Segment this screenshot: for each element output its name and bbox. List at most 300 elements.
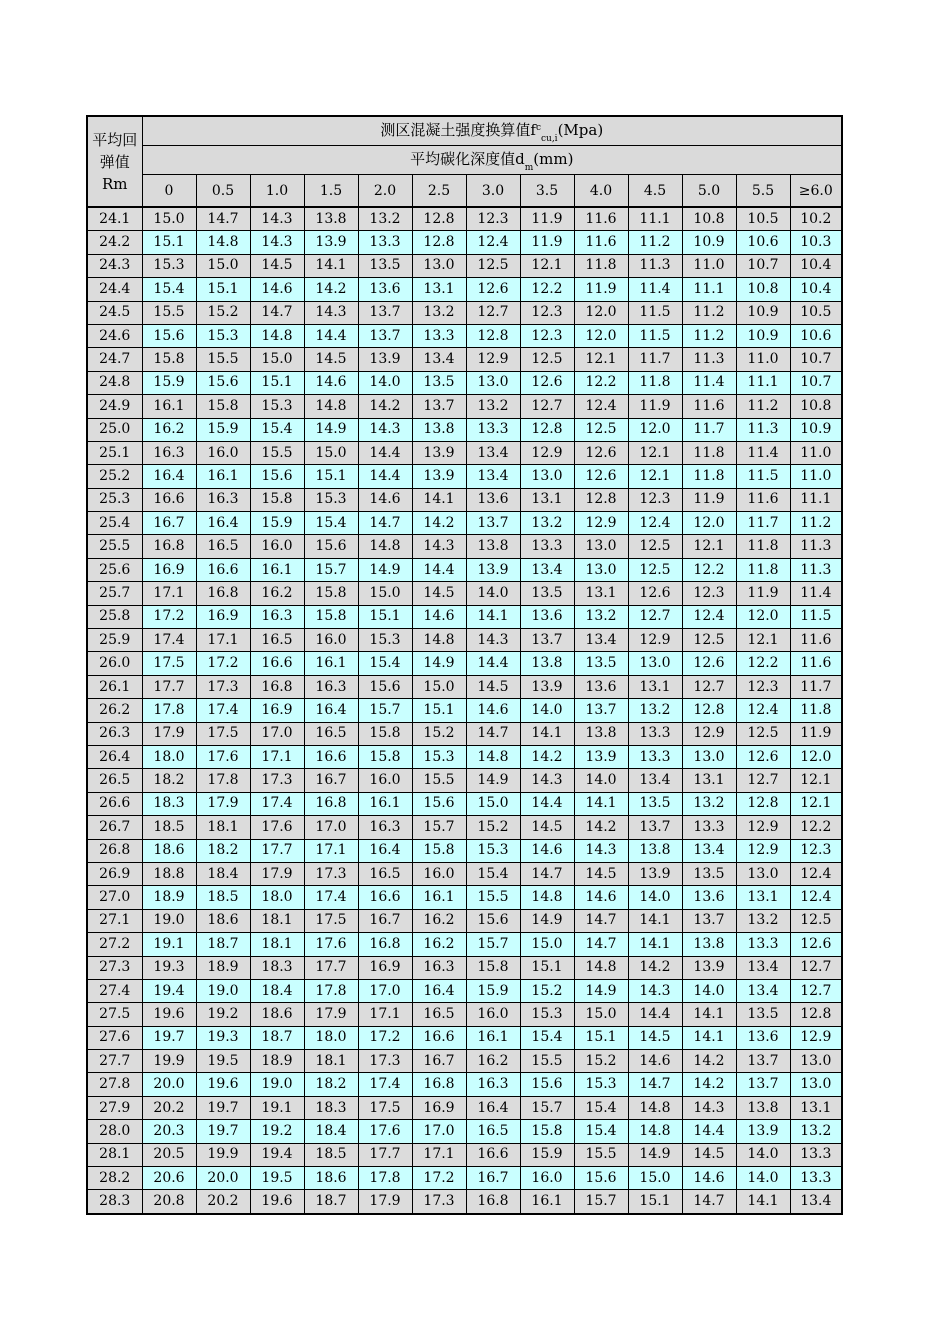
strength-value-cell: 14.8 [574,956,628,979]
strength-value-cell: 14.4 [682,1120,736,1143]
strength-value-cell: 15.0 [574,1003,628,1026]
strength-value-cell: 14.3 [250,231,304,254]
table-row [87,1120,842,1143]
strength-value-cell: 12.5 [574,418,628,441]
strength-value-cell: 19.2 [250,1120,304,1143]
strength-value-cell: 14.5 [466,675,520,698]
strength-value-cell: 18.7 [304,1190,358,1214]
strength-value-cell: 16.8 [250,675,304,698]
strength-value-cell: 14.1 [304,254,358,277]
strength-value-cell: 11.2 [628,231,682,254]
strength-value-cell: 11.2 [790,512,842,535]
strength-value-cell: 12.5 [466,254,520,277]
rebound-value-cell: 25.2 [87,465,142,488]
strength-value-cell: 14.5 [412,582,466,605]
strength-value-cell: 14.8 [466,745,520,768]
rebound-value-cell: 25.9 [87,629,142,652]
strength-value-cell: 13.8 [736,1096,790,1119]
rebound-value-cell: 24.3 [87,254,142,277]
strength-value-cell: 16.2 [412,933,466,956]
rebound-value-cell: 26.0 [87,652,142,675]
strength-value-cell: 14.5 [682,1143,736,1166]
rebound-value-cell: 24.4 [87,278,142,301]
strength-value-cell: 15.5 [142,301,196,324]
table-row [87,909,842,932]
strength-value-cell: 19.4 [142,979,196,1002]
title-main: 测区混凝土强度换算值f [380,120,536,139]
strength-value-cell: 18.9 [250,1050,304,1073]
strength-value-cell: 12.1 [682,535,736,558]
strength-value-cell: 16.4 [358,839,412,862]
strength-value-cell: 14.5 [574,862,628,885]
table-row [87,699,842,722]
strength-value-cell: 14.9 [628,1143,682,1166]
strength-value-cell: 16.6 [466,1143,520,1166]
strength-value-cell: 17.9 [250,862,304,885]
strength-value-cell: 15.0 [466,792,520,815]
strength-value-cell: 13.9 [466,558,520,581]
strength-value-cell: 11.1 [682,278,736,301]
strength-value-cell: 14.2 [628,956,682,979]
strength-value-cell: 16.7 [304,769,358,792]
strength-value-cell: 16.2 [412,909,466,932]
column-header: 4.0 [574,175,628,208]
strength-value-cell: 14.8 [520,886,574,909]
strength-value-cell: 18.6 [304,1167,358,1190]
strength-value-cell: 16.9 [142,558,196,581]
strength-value-cell: 17.5 [142,652,196,675]
strength-value-cell: 17.6 [250,816,304,839]
strength-value-cell: 17.9 [358,1190,412,1214]
strength-value-cell: 16.8 [358,933,412,956]
strength-value-cell: 18.9 [142,886,196,909]
strength-value-cell: 11.0 [736,348,790,371]
strength-value-cell: 14.0 [736,1143,790,1166]
strength-value-cell: 15.6 [196,371,250,394]
strength-value-cell: 14.1 [736,1190,790,1214]
strength-value-cell: 14.5 [520,816,574,839]
strength-value-cell: 17.5 [358,1096,412,1119]
strength-value-cell: 15.6 [412,792,466,815]
strength-value-cell: 13.0 [790,1073,842,1096]
strength-value-cell: 18.4 [196,862,250,885]
strength-value-cell: 15.4 [358,652,412,675]
strength-value-cell: 16.8 [466,1190,520,1214]
strength-value-cell: 12.0 [682,512,736,535]
strength-value-cell: 17.2 [142,605,196,628]
strength-value-cell: 13.9 [520,675,574,698]
strength-value-cell: 11.8 [574,254,628,277]
rebound-value-cell: 24.8 [87,371,142,394]
strength-value-cell: 18.6 [250,1003,304,1026]
strength-value-cell: 19.6 [250,1190,304,1214]
strength-value-cell: 15.0 [628,1167,682,1190]
strength-value-cell: 11.6 [574,207,628,231]
strength-value-cell: 11.6 [736,488,790,511]
strength-value-cell: 13.5 [574,652,628,675]
strength-value-cell: 13.2 [736,909,790,932]
strength-value-cell: 18.2 [304,1073,358,1096]
strength-value-cell: 13.0 [574,535,628,558]
strength-value-cell: 13.9 [412,465,466,488]
strength-value-cell: 16.7 [358,909,412,932]
column-header: 3.0 [466,175,520,208]
strength-value-cell: 16.4 [142,465,196,488]
strength-value-cell: 12.0 [574,301,628,324]
table-row [87,207,842,231]
strength-value-cell: 12.3 [466,207,520,231]
strength-value-cell: 14.8 [304,395,358,418]
rebound-value-cell: 27.2 [87,933,142,956]
strength-value-cell: 14.5 [304,348,358,371]
strength-value-cell: 16.3 [142,441,196,464]
strength-value-cell: 15.8 [142,348,196,371]
table-row [87,629,842,652]
strength-value-cell: 17.1 [196,629,250,652]
strength-value-cell: 15.3 [412,745,466,768]
strength-value-cell: 17.4 [142,629,196,652]
strength-value-cell: 12.2 [520,278,574,301]
strength-value-cell: 17.1 [412,1143,466,1166]
table-row [87,1096,842,1119]
strength-value-cell: 16.8 [412,1073,466,1096]
strength-value-cell: 13.8 [628,839,682,862]
strength-value-cell: 13.0 [790,1050,842,1073]
rebound-value-cell: 25.4 [87,512,142,535]
strength-value-cell: 14.8 [628,1120,682,1143]
strength-value-cell: 17.7 [250,839,304,862]
strength-value-cell: 12.1 [574,348,628,371]
strength-value-cell: 14.4 [358,441,412,464]
strength-value-cell: 13.7 [736,1050,790,1073]
table-row [87,1073,842,1096]
strength-value-cell: 10.9 [682,231,736,254]
strength-value-cell: 11.6 [790,629,842,652]
strength-value-cell: 12.3 [682,582,736,605]
strength-value-cell: 18.5 [304,1143,358,1166]
strength-value-cell: 16.1 [142,395,196,418]
rebound-value-cell: 27.9 [87,1096,142,1119]
strength-value-cell: 11.8 [628,371,682,394]
strength-value-cell: 11.3 [682,348,736,371]
strength-value-cell: 11.9 [520,231,574,254]
strength-value-cell: 19.7 [196,1120,250,1143]
strength-value-cell: 10.3 [790,231,842,254]
strength-value-cell: 16.5 [358,862,412,885]
strength-value-cell: 10.7 [790,348,842,371]
strength-value-cell: 12.9 [790,1026,842,1049]
strength-value-cell: 12.3 [736,675,790,698]
strength-value-cell: 17.9 [142,722,196,745]
strength-value-cell: 13.3 [736,933,790,956]
strength-value-cell: 18.0 [250,886,304,909]
strength-value-cell: 17.5 [196,722,250,745]
strength-value-cell: 15.8 [304,605,358,628]
strength-value-cell: 12.0 [736,605,790,628]
strength-value-cell: 17.0 [412,1120,466,1143]
strength-value-cell: 12.1 [628,465,682,488]
table-row [87,816,842,839]
table-row [87,231,842,254]
strength-value-cell: 12.5 [682,629,736,652]
strength-value-cell: 17.4 [196,699,250,722]
strength-value-cell: 14.0 [358,371,412,394]
strength-value-cell: 13.4 [736,979,790,1002]
strength-value-cell: 10.4 [790,278,842,301]
strength-value-cell: 17.2 [358,1026,412,1049]
strength-value-cell: 12.1 [790,792,842,815]
strength-value-cell: 15.8 [358,722,412,745]
strength-value-cell: 16.2 [142,418,196,441]
strength-value-cell: 15.9 [466,979,520,1002]
strength-value-cell: 14.6 [520,839,574,862]
strength-value-cell: 13.0 [574,558,628,581]
strength-value-cell: 15.1 [196,278,250,301]
rebound-value-cell: 28.1 [87,1143,142,1166]
strength-value-cell: 12.6 [574,465,628,488]
title-superscript: c [535,122,541,133]
strength-value-cell: 12.7 [520,395,574,418]
strength-value-cell: 17.7 [358,1143,412,1166]
strength-value-cell: 16.6 [196,558,250,581]
strength-value-cell: 15.1 [250,371,304,394]
strength-value-cell: 15.7 [466,933,520,956]
rebound-value-cell: 26.8 [87,839,142,862]
column-header: 4.5 [628,175,682,208]
strength-value-cell: 14.9 [304,418,358,441]
strength-value-cell: 11.5 [790,605,842,628]
strength-value-cell: 15.0 [412,675,466,698]
strength-value-cell: 15.8 [196,395,250,418]
strength-value-cell: 17.4 [358,1073,412,1096]
strength-value-cell: 14.0 [628,886,682,909]
strength-value-cell: 13.9 [736,1120,790,1143]
strength-value-cell: 15.5 [250,441,304,464]
strength-value-cell: 16.9 [250,699,304,722]
strength-value-cell: 17.0 [250,722,304,745]
strength-value-cell: 13.0 [736,862,790,885]
table-row [87,979,842,1002]
strength-value-cell: 16.3 [304,675,358,698]
strength-value-cell: 15.3 [358,629,412,652]
strength-value-cell: 14.6 [358,488,412,511]
strength-value-cell: 13.3 [682,816,736,839]
strength-value-cell: 18.9 [196,956,250,979]
strength-value-cell: 15.4 [574,1096,628,1119]
strength-value-cell: 14.3 [574,839,628,862]
strength-value-cell: 11.6 [682,395,736,418]
strength-value-cell: 14.4 [358,465,412,488]
rebound-value-cell: 27.5 [87,1003,142,1026]
strength-value-cell: 13.5 [628,792,682,815]
strength-value-cell: 15.0 [250,348,304,371]
strength-value-cell: 16.3 [466,1073,520,1096]
rebound-value-cell: 27.4 [87,979,142,1002]
table-row [87,441,842,464]
strength-value-cell: 11.7 [682,418,736,441]
column-header: 5.5 [736,175,790,208]
strength-value-cell: 11.0 [682,254,736,277]
strength-value-cell: 13.4 [790,1190,842,1214]
strength-value-cell: 11.7 [628,348,682,371]
strength-value-cell: 13.1 [790,1096,842,1119]
strength-value-cell: 15.8 [304,582,358,605]
strength-value-cell: 13.4 [412,348,466,371]
strength-value-cell: 15.1 [358,605,412,628]
column-header: 3.5 [520,175,574,208]
strength-value-cell: 16.6 [142,488,196,511]
rebound-value-cell: 24.7 [87,348,142,371]
strength-value-cell: 13.1 [628,675,682,698]
strength-value-cell: 16.3 [196,488,250,511]
rebound-value-cell: 27.3 [87,956,142,979]
strength-value-cell: 12.9 [682,722,736,745]
strength-value-cell: 13.6 [736,1026,790,1049]
strength-value-cell: 12.2 [736,652,790,675]
strength-value-cell: 20.2 [196,1190,250,1214]
table-row [87,933,842,956]
strength-value-cell: 10.2 [790,207,842,231]
strength-value-cell: 16.3 [412,956,466,979]
strength-value-cell: 15.3 [520,1003,574,1026]
column-header: 0 [142,175,196,208]
strength-value-cell: 17.1 [358,1003,412,1026]
strength-value-cell: 15.4 [142,278,196,301]
strength-value-cell: 12.1 [736,629,790,652]
strength-value-cell: 19.7 [196,1096,250,1119]
strength-value-cell: 12.9 [520,441,574,464]
strength-value-cell: 19.1 [142,933,196,956]
strength-value-cell: 11.2 [736,395,790,418]
strength-value-cell: 13.4 [466,441,520,464]
strength-value-cell: 14.6 [412,605,466,628]
strength-value-cell: 20.8 [142,1190,196,1214]
strength-value-cell: 14.0 [466,582,520,605]
strength-value-cell: 10.4 [790,254,842,277]
title-unit: (Mpa) [557,120,604,139]
column-header: ≥6.0 [790,175,842,208]
strength-value-cell: 13.8 [520,652,574,675]
strength-value-cell: 13.6 [574,675,628,698]
strength-value-cell: 16.0 [466,1003,520,1026]
strength-value-cell: 16.0 [520,1167,574,1190]
strength-value-cell: 12.8 [412,207,466,231]
strength-value-cell: 11.8 [736,535,790,558]
strength-value-cell: 13.5 [520,582,574,605]
strength-value-cell: 10.7 [736,254,790,277]
strength-value-cell: 11.5 [628,324,682,347]
strength-value-cell: 18.6 [142,839,196,862]
rebound-value-cell: 26.3 [87,722,142,745]
table-row [87,675,842,698]
rebound-value-cell: 25.0 [87,418,142,441]
strength-value-cell: 10.6 [736,231,790,254]
strength-conversion-table [86,115,843,1215]
strength-value-cell: 14.8 [196,231,250,254]
strength-value-cell: 19.0 [250,1073,304,1096]
strength-value-cell: 14.6 [466,699,520,722]
strength-value-cell: 19.2 [196,1003,250,1026]
strength-value-cell: 14.5 [250,254,304,277]
strength-value-cell: 13.0 [520,465,574,488]
strength-value-cell: 11.3 [790,558,842,581]
strength-value-cell: 14.2 [520,745,574,768]
strength-value-cell: 13.8 [304,207,358,231]
strength-value-cell: 16.5 [250,629,304,652]
strength-value-cell: 19.7 [142,1026,196,1049]
table-row [87,488,842,511]
strength-value-cell: 16.6 [304,745,358,768]
strength-value-cell: 16.5 [412,1003,466,1026]
strength-value-cell: 17.1 [142,582,196,605]
rebound-value-cell: 26.4 [87,745,142,768]
strength-value-cell: 12.5 [628,558,682,581]
strength-value-cell: 19.3 [142,956,196,979]
strength-value-cell: 10.8 [736,278,790,301]
strength-value-cell: 15.9 [520,1143,574,1166]
rebound-value-cell: 25.3 [87,488,142,511]
strength-value-cell: 16.0 [250,535,304,558]
strength-value-cell: 11.9 [520,207,574,231]
strength-value-cell: 14.2 [682,1050,736,1073]
strength-value-cell: 17.1 [304,839,358,862]
strength-value-cell: 14.7 [574,933,628,956]
strength-value-cell: 13.2 [682,792,736,815]
strength-value-cell: 12.6 [682,652,736,675]
strength-value-cell: 14.1 [682,1003,736,1026]
strength-value-cell: 12.3 [520,324,574,347]
rebound-value-cell: 25.5 [87,535,142,558]
strength-value-cell: 15.2 [520,979,574,1002]
strength-value-cell: 17.0 [304,816,358,839]
strength-value-cell: 15.7 [304,558,358,581]
strength-value-cell: 15.3 [574,1073,628,1096]
strength-value-cell: 14.6 [304,371,358,394]
rebound-value-cell: 25.6 [87,558,142,581]
rebound-value-cell: 24.9 [87,395,142,418]
strength-value-cell: 16.6 [250,652,304,675]
strength-value-cell: 14.3 [628,979,682,1002]
strength-value-cell: 15.8 [358,745,412,768]
rebound-value-cell: 28.0 [87,1120,142,1143]
table-row [87,652,842,675]
strength-value-cell: 16.3 [250,605,304,628]
table-row [87,418,842,441]
rebound-value-cell: 24.2 [87,231,142,254]
strength-value-cell: 15.2 [466,816,520,839]
strength-value-cell: 14.0 [520,699,574,722]
strength-value-cell: 13.9 [682,956,736,979]
strength-value-cell: 15.2 [196,301,250,324]
strength-value-cell: 17.0 [358,979,412,1002]
strength-value-cell: 19.6 [142,1003,196,1026]
strength-value-cell: 11.8 [790,699,842,722]
strength-value-cell: 12.8 [790,1003,842,1026]
strength-value-cell: 13.8 [466,535,520,558]
strength-value-cell: 12.2 [790,816,842,839]
strength-value-cell: 15.8 [520,1120,574,1143]
rebound-value-cell: 26.1 [87,675,142,698]
strength-value-cell: 14.4 [628,1003,682,1026]
strength-value-cell: 11.3 [736,418,790,441]
strength-value-cell: 13.3 [628,745,682,768]
strength-value-cell: 14.1 [412,488,466,511]
strength-value-cell: 15.5 [466,886,520,909]
strength-value-cell: 13.4 [520,558,574,581]
strength-value-cell: 14.7 [574,909,628,932]
strength-conversion-table-container [86,115,841,1215]
strength-value-cell: 13.9 [304,231,358,254]
